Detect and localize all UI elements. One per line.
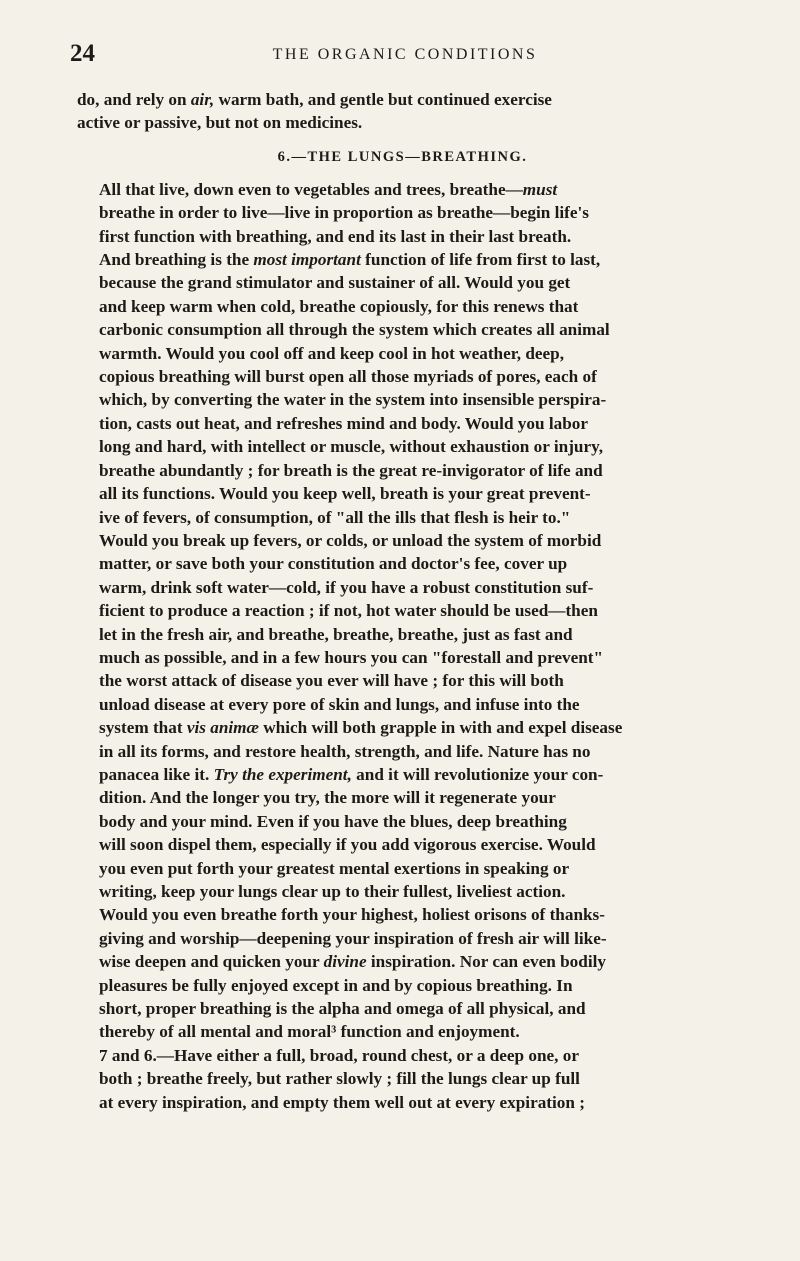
text-line: writing, keep your lungs clear up to their fullest, liveliest action. bbox=[99, 882, 566, 901]
text-line: will soon dispel them, especially if you add vigorous exercise. Would bbox=[99, 835, 596, 855]
italic-text: most important bbox=[253, 250, 361, 270]
italic-text: divine bbox=[323, 952, 367, 972]
text-line: short, proper breathing is the alpha and omega of all physical, and bbox=[99, 999, 586, 1019]
text-line: warmth. Would you cool off and keep cool in hot weather, deep, bbox=[99, 343, 565, 363]
text-line: warm, drink soft water—cold, if you have a robust constitution suf- bbox=[99, 577, 594, 597]
text-line: at every inspiration, and empty them well out at every expiration ; bbox=[99, 1092, 585, 1112]
text-line: panacea like it. Try the experiment, and it will revolutionize your con- bbox=[99, 764, 604, 784]
opening-paragraph bbox=[77, 88, 728, 135]
text-line: 7 and 6.—Have either a full, broad, round chest, or a deep one, or bbox=[99, 1045, 579, 1065]
text-line: unload disease at every pore of skin and lungs, and infuse into the bbox=[99, 694, 580, 714]
text-line: carbonic consumption all through the system which creates all animal bbox=[99, 320, 610, 340]
page-content bbox=[77, 88, 728, 1114]
page-number: 24 bbox=[70, 40, 95, 67]
text-line: much as possible, and in a few hours you can "forestall and prevent" bbox=[99, 647, 604, 667]
text-line: Would you even breathe forth your highest, holiest orisons of thanks- bbox=[99, 905, 605, 925]
italic-text: vis animæ bbox=[186, 718, 259, 738]
text-line: breathe in order to live—live in proportion as breathe—begin life's bbox=[99, 203, 589, 223]
text-line: active or passive, but not on medicines. bbox=[77, 113, 363, 133]
text-line: And breathing is the most important function of life from first to last, bbox=[99, 250, 601, 270]
text-line: system that vis animæ which will both grapple in with and expel disease bbox=[99, 718, 623, 738]
text-line: body and your mind. Even if you have the blues, deep breathing bbox=[99, 811, 567, 831]
text-line: ficient to produce a reaction ; if not, hot water should be used—then bbox=[99, 601, 598, 621]
text-line: because the grand stimulator and sustainer of all. Would you get bbox=[99, 273, 571, 293]
text-line: breathe abundantly ; for breath is the great re-invigorator of life and bbox=[99, 460, 603, 480]
page-header bbox=[70, 40, 740, 70]
text-line: first function with breathing, and end its last in their last breath. bbox=[99, 226, 572, 246]
text-line: all its functions. Would you keep well, breath is your great prevent- bbox=[99, 484, 591, 504]
italic-text: must bbox=[522, 179, 558, 199]
text-line: do, and rely on air, warm bath, and gentle but continued exercise bbox=[77, 90, 552, 109]
italic-text: Try the experiment, bbox=[213, 764, 352, 784]
text-line: thereby of all mental and moral³ function and enjoyment. bbox=[99, 1022, 520, 1042]
text-line: Would you break up fevers, or colds, or unload the system of morbid bbox=[99, 530, 602, 550]
italic-text: air, bbox=[190, 90, 215, 109]
text-line: dition. And the longer you try, the more will it regenerate your bbox=[99, 788, 556, 808]
text-line: both ; breathe freely, but rather slowly ; fill the lungs clear up full bbox=[99, 1069, 580, 1089]
text-line: the worst attack of disease you ever will have ; for this will both bbox=[99, 671, 564, 691]
text-line: ive of fevers, of consumption, of "all the ills that flesh is heir to." bbox=[99, 507, 571, 527]
section-heading: 6.—THE LUNGS—BREATHING. bbox=[277, 148, 528, 165]
text-line: let in the fresh air, and breathe, breathe, breathe, just as fast and bbox=[99, 624, 573, 644]
rule-paragraph bbox=[77, 1044, 728, 1114]
text-line: giving and worship—deepening your inspiration of fresh air will like- bbox=[99, 928, 607, 948]
text-line: in all its forms, and restore health, strength, and life. Nature has no bbox=[99, 741, 591, 761]
text-line: All that live, down even to vegetables and trees, breathe—must bbox=[99, 179, 558, 199]
text-line: long and hard, with intellect or muscle, without exhaustion or injury, bbox=[99, 437, 604, 457]
text-line: pleasures be fully enjoyed except in and by copious breathing. In bbox=[99, 975, 573, 995]
running-head: THE ORGANIC CONDITIONS bbox=[272, 46, 538, 63]
body-paragraph bbox=[77, 178, 728, 1044]
text-line: wise deepen and quicken your divine inspiration. Nor can even bodily bbox=[99, 952, 606, 972]
text-line: you even put forth your greatest mental exertions in speaking or bbox=[99, 858, 570, 878]
text-line: and keep warm when cold, breathe copiously, for this renews that bbox=[99, 296, 579, 316]
text-line: copious breathing will burst open all those myriads of pores, each of bbox=[99, 367, 597, 387]
text-line: matter, or save both your constitution and doctor's fee, cover up bbox=[99, 554, 568, 574]
text-line: tion, casts out heat, and refreshes mind and body. Would you labor bbox=[99, 413, 588, 433]
text-line: which, by converting the water in the system into insensible perspira- bbox=[99, 390, 607, 410]
